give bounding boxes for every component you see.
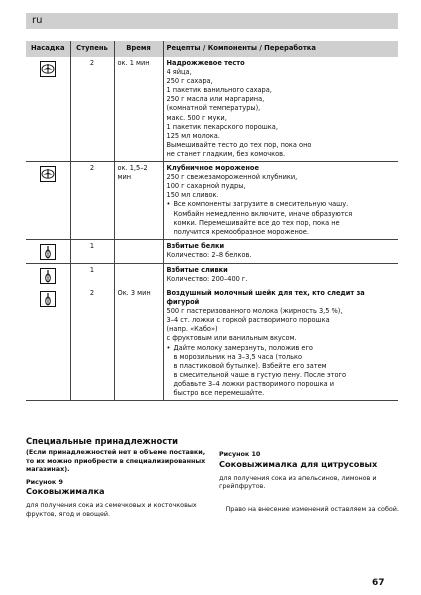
special-accessories-note: (Если принадлежностей нет в объеме поставки, то их можно приобрести в специализированных магазинах). xyxy=(26,448,206,474)
citrus-press-section xyxy=(219,450,399,513)
recipe-bullet: • Дайте молоку замерзнуть, положив его xyxy=(167,344,396,353)
recipe-line: (комнатной температуры), xyxy=(166,104,261,113)
recipe-cell xyxy=(163,57,398,162)
table-row xyxy=(26,162,398,240)
language-code: ru xyxy=(32,15,43,26)
speed-cell: 2 xyxy=(70,287,114,401)
recipe-bullet-line: добавьте 3–4 ложки растворимого порошка и xyxy=(173,379,334,388)
time-cell xyxy=(114,263,163,287)
speed-cell: 2 xyxy=(70,162,114,240)
figure-10-description: для получения сока из апельсинов, лимонов и грейпфрутов. xyxy=(219,473,377,491)
page-number: 67 xyxy=(372,578,385,588)
recipe-cell xyxy=(163,162,398,240)
figure-9-description: для получения сока из семечковых и косточковых фруктов, ягод и овощей. xyxy=(26,501,197,518)
recipe-bullet-line: в морозильник на 3–3,5 часа (только xyxy=(173,352,303,361)
header-speed: Ступень xyxy=(70,41,114,57)
recipe-bullet-line: Комбайн немедленно включите, иначе образуются xyxy=(173,209,353,218)
special-accessories-title: Специальные принадлежности xyxy=(26,436,178,446)
table-header-row xyxy=(26,41,398,57)
recipe-line: с фруктовым или ванильным вкусом. xyxy=(166,334,297,343)
recipe-line: Вымешивайте тесто до тех пор, пока оно xyxy=(166,140,312,149)
recipe-line: 500 г пастеризованного молока (жирность 3,5 %), xyxy=(166,307,343,316)
time-cell: ок. 1 мин xyxy=(114,57,163,162)
figure-9-title: Соковыжималка xyxy=(26,486,105,497)
speed-cell: 1 xyxy=(70,263,114,287)
recipe-bullet-line: в пластиковой бутылке). Взбейте его затем xyxy=(173,361,327,370)
whisk-attachment-icon xyxy=(40,244,56,260)
blade-attachment-icon xyxy=(40,166,56,182)
header-time: Время xyxy=(114,41,163,57)
recipe-cell xyxy=(163,287,398,401)
language-header xyxy=(26,13,398,29)
figure-10-title: Соковыжималка для цитрусовых xyxy=(219,458,378,469)
table-row xyxy=(26,263,398,287)
recipe-line: 250 г свежезамороженной клубники, xyxy=(166,173,298,182)
whisk-attachment-icon xyxy=(40,268,56,284)
attachment-cell xyxy=(26,287,70,401)
whisk-attachment-icon xyxy=(40,291,56,307)
recipe-table xyxy=(26,41,398,401)
recipe-bullet: • Все компоненты загрузите в смесительную чашу. xyxy=(167,200,396,209)
recipe-line: (напр. «Кабо») xyxy=(166,325,218,334)
attachment-cell xyxy=(26,239,70,263)
recipe-title: Клубничное мороженое xyxy=(166,164,259,173)
recipe-title: Воздушный молочный шейк для тех, кто следит за фигурой xyxy=(166,288,365,307)
recipe-line: 250 г сахара, xyxy=(166,77,213,86)
speed-cell: 1 xyxy=(70,239,114,263)
recipe-cell xyxy=(163,263,398,287)
time-cell xyxy=(114,239,163,263)
recipe-title: Надрожжевое тесто xyxy=(166,59,245,67)
recipe-line: макс. 500 г муки, xyxy=(166,113,227,122)
recipe-bullet-line: в смесительной чаше в густую пену. После этого xyxy=(173,370,347,379)
recipe-line: 1 пакетик ванильного сахара, xyxy=(166,86,272,95)
attachment-cell xyxy=(26,263,70,287)
recipe-line: 100 г сахарной пудры, xyxy=(166,182,246,191)
header-attachment: Насадка xyxy=(26,41,70,57)
recipe-bullet-line: быстро все перемешайте. xyxy=(173,389,265,397)
recipe-line: 250 г масла или маргарина, xyxy=(166,95,265,104)
recipe-line: 3–4 ст. ложки с горкой растворимого порошка xyxy=(166,316,330,325)
recipe-line: 150 мл сливок. xyxy=(166,191,219,200)
recipe-line: не станет гладким, без комочков. xyxy=(166,149,286,158)
recipe-line: 125 мл молока. xyxy=(166,131,220,140)
speed-cell: 2 xyxy=(70,57,114,162)
recipe-title: Взбитые белки xyxy=(166,241,225,250)
special-accessories-section xyxy=(26,436,206,519)
attachment-cell xyxy=(26,57,70,162)
time-cell: Ок. 3 мин xyxy=(114,287,163,401)
blade-attachment-icon xyxy=(40,61,56,77)
recipe-title: Взбитые сливки xyxy=(166,265,228,274)
recipe-bullet-line: получится кремообразное мороженое. xyxy=(173,227,309,236)
recipe-bullet-line: комки. Перемешивайте все до тех пор, пока не xyxy=(173,218,340,227)
recipe-line: Количество: 2–8 белков. xyxy=(166,250,252,259)
recipe-cell xyxy=(163,239,398,263)
table-row xyxy=(26,239,398,263)
time-cell: ок. 1,5–2 мин xyxy=(114,162,163,240)
header-recipes: Рецепты / Компоненты / Переработка xyxy=(163,41,398,57)
table-row xyxy=(26,57,398,162)
recipe-line: 4 яйца, xyxy=(166,68,192,77)
table-row xyxy=(26,287,398,401)
figure-10-label: Рисунок 10 xyxy=(219,450,261,458)
recipe-line: Количество: 200–400 г. xyxy=(166,274,248,283)
rights-notice: Право на внесение изменений оставляем за собой. xyxy=(225,504,399,513)
recipe-line: 1 пакетик пекарского порошка, xyxy=(166,122,278,131)
attachment-cell xyxy=(26,162,70,240)
figure-9-label: Рисунок 9 xyxy=(26,477,63,486)
